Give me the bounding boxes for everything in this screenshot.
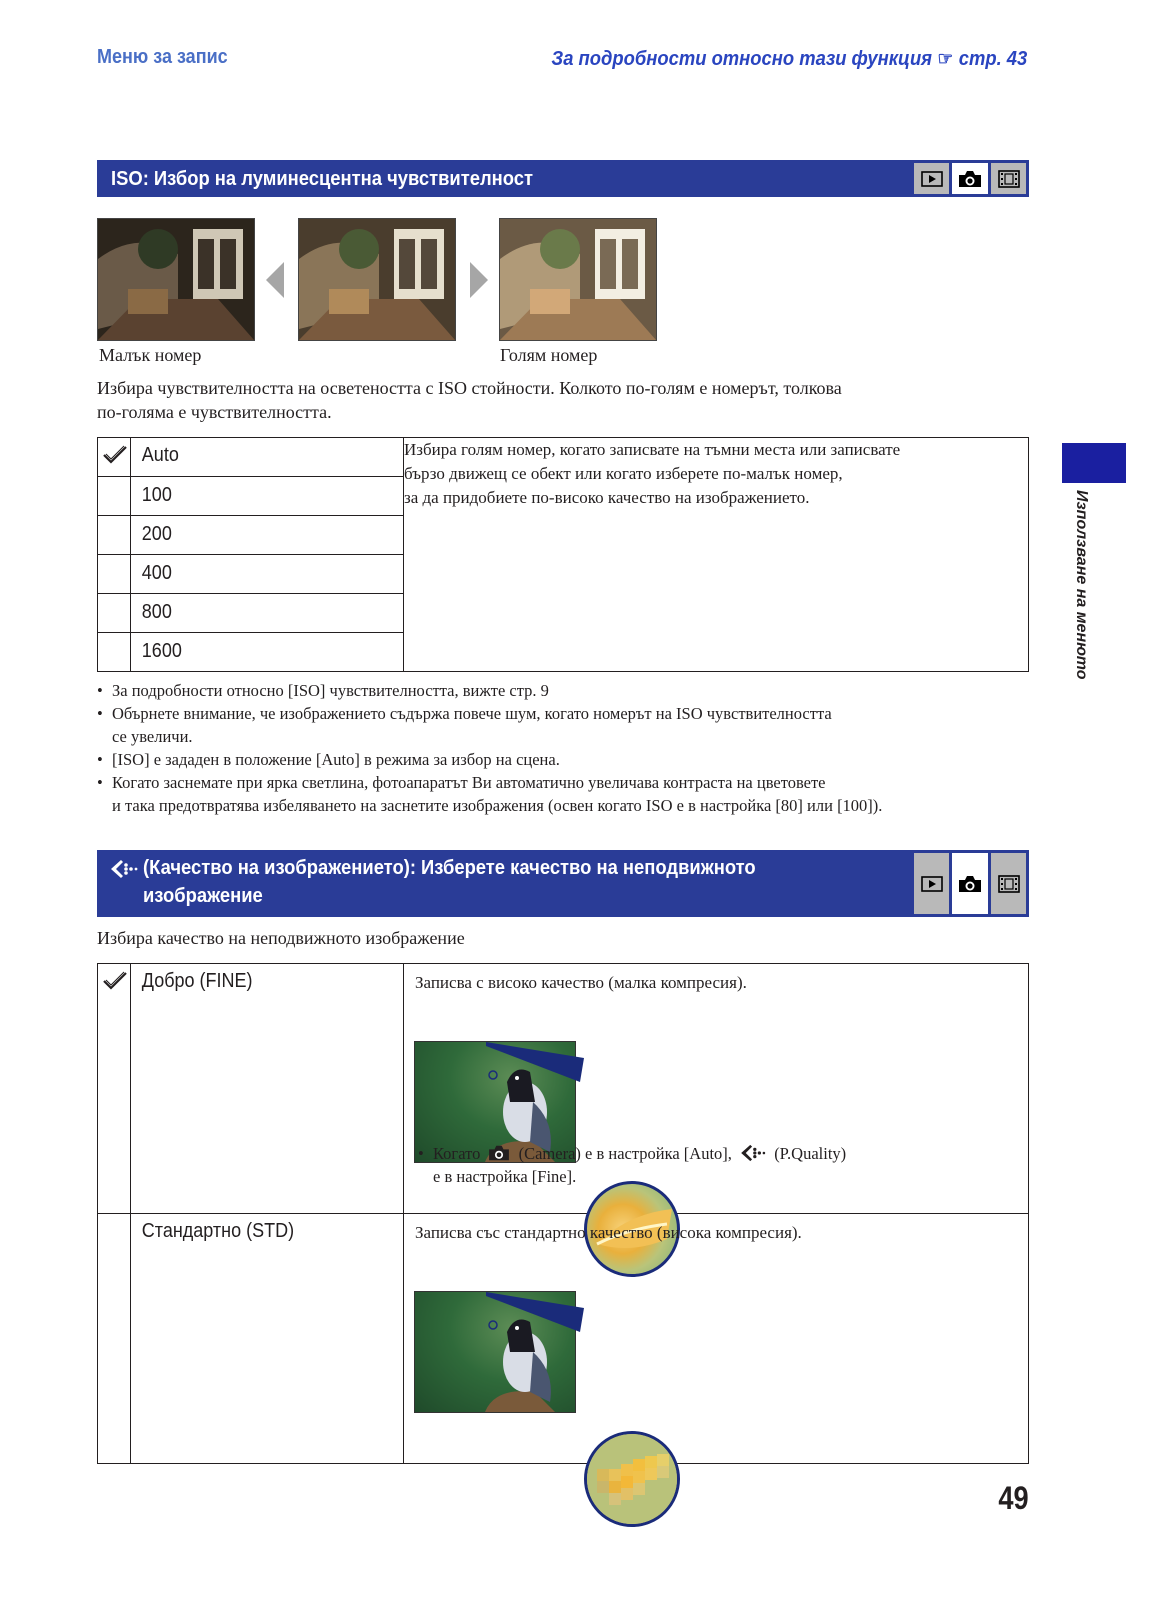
fine-description-text: Записва с високо качество (малка компресия). <box>415 973 747 992</box>
iso-option-800-label: 800 <box>141 601 172 623</box>
playback-mode-icon <box>914 853 949 914</box>
quality-title-line-2: изображение <box>143 885 263 907</box>
quality-title-line-1: (Качество на изображението): Изберете качество на неподвижното <box>143 857 756 879</box>
movie-mode-icon <box>991 163 1026 194</box>
iso-mid-thumbnail <box>298 218 456 341</box>
picture-quality-icon <box>738 1143 768 1163</box>
iso-option-100[interactable] <box>131 477 404 516</box>
iso-notes <box>97 679 1037 817</box>
caption-small-number: Малък номер <box>99 345 202 365</box>
iso-section-title: ISO: Избор на луминесцентна чувствителност <box>111 168 534 190</box>
section-title: Меню за запис <box>97 46 228 68</box>
iso-description-line-1: Избира голям номер, когато записвате на тъмни места или записвате <box>404 440 901 459</box>
iso-description <box>404 438 1029 672</box>
default-check-cell <box>98 964 131 1214</box>
zoom-connector <box>484 1288 594 1338</box>
camera-icon <box>487 1144 511 1162</box>
picture-quality-icon <box>109 858 139 880</box>
quality-option-fine-label: Добро (FINE) <box>141 970 253 992</box>
quality-section-bar <box>97 850 1029 917</box>
reference-link[interactable] <box>551 48 1027 71</box>
std-zoom-detail <box>584 1431 680 1527</box>
iso-option-800[interactable] <box>131 594 404 633</box>
iso-low-thumbnail <box>97 218 255 341</box>
fine-note-text-c: (P.Quality) <box>774 1144 847 1163</box>
iso-description-line-3: за да придобиете по-високо качество на изображението. <box>404 488 810 507</box>
camera-mode-icon <box>952 853 988 914</box>
iso-intro-line-1: Избира чувствителността на осветеността с ISO стойности. Колкото по-голям е номерът, толкова <box>97 378 842 398</box>
quality-option-std[interactable] <box>131 1214 404 1464</box>
increase-arrow-icon <box>470 262 488 298</box>
iso-option-1600[interactable] <box>131 633 404 672</box>
fine-note: • Когато (Camera) е в настройка [Auto], (P.Quality) е в настройка [Fine]. <box>418 1142 918 1188</box>
checkmark-icon <box>100 441 130 471</box>
reference-page: стр. 43 <box>958 48 1027 70</box>
iso-option-auto[interactable] <box>131 438 404 477</box>
checkmark-icon <box>100 967 130 997</box>
reference-text: За подробности относно тази функция <box>551 48 932 70</box>
zoom-connector <box>484 1038 594 1088</box>
page-number: 49 <box>998 1480 1029 1516</box>
iso-high-thumbnail <box>499 218 657 341</box>
iso-option-100-label: 100 <box>141 484 172 506</box>
iso-description-line-2: бързо движещ се обект или когато изберете по-малък номер, <box>404 464 843 483</box>
quality-option-fine[interactable] <box>131 964 404 1214</box>
iso-option-200[interactable] <box>131 516 404 555</box>
note-item: • За подробности относно [ISO] чувствителността, вижте стр. 9 <box>97 681 549 700</box>
quality-std-description <box>404 1214 1029 1464</box>
iso-option-400-label: 400 <box>141 562 172 584</box>
chapter-label <box>1060 490 1100 690</box>
decrease-arrow-icon <box>266 262 284 298</box>
chapter-tab <box>1062 443 1126 483</box>
iso-option-1600-label: 1600 <box>141 640 182 662</box>
fine-note-text-a: Когато <box>433 1144 481 1163</box>
note-item-continued: се увеличи. <box>112 727 193 746</box>
iso-section-bar <box>97 160 1029 197</box>
movie-mode-icon <box>991 853 1026 914</box>
quality-fine-description <box>404 964 1029 1214</box>
note-item: • [ISO] е зададен в положение [Auto] в режима за избор на сцена. <box>97 750 560 769</box>
note-item-continued: и така предотвратява избеляването на заснетите изображения (освен когато ISO е в настройка [80] или [100]). <box>112 796 883 815</box>
pointing-hand-icon: ☞ <box>937 49 953 70</box>
quality-intro: Избира качество на неподвижното изображение <box>97 928 465 948</box>
iso-intro <box>97 376 1037 424</box>
caption-large-number: Голям номер <box>500 345 598 365</box>
default-check-cell <box>98 438 131 477</box>
iso-options-table <box>97 437 1029 672</box>
chapter-label-text: Използване на менюто <box>1073 490 1090 680</box>
std-description-text: Записва със стандартно качество (висока компресия). <box>415 1223 802 1242</box>
note-item: • Обърнете внимание, че изображението съдържа повече шум, когато номерът на ISO чувствителността <box>97 704 832 723</box>
fine-note-text-d: е в настройка [Fine]. <box>433 1167 577 1186</box>
iso-intro-line-2: по-голяма е чувствителността. <box>97 402 332 422</box>
quality-options-table <box>97 963 1029 1464</box>
iso-option-auto-label: Auto <box>141 444 179 466</box>
iso-option-200-label: 200 <box>141 523 172 545</box>
fine-note-text-b: (Camera) е в настройка [Auto], <box>518 1144 732 1163</box>
note-item: • Когато заснемате при ярка светлина, фотоапаратът Ви автоматично увеличава контраста на цветовете <box>97 773 826 792</box>
playback-mode-icon <box>914 163 949 194</box>
iso-option-400[interactable] <box>131 555 404 594</box>
camera-mode-icon <box>952 163 988 194</box>
quality-option-std-label: Стандартно (STD) <box>141 1220 295 1242</box>
